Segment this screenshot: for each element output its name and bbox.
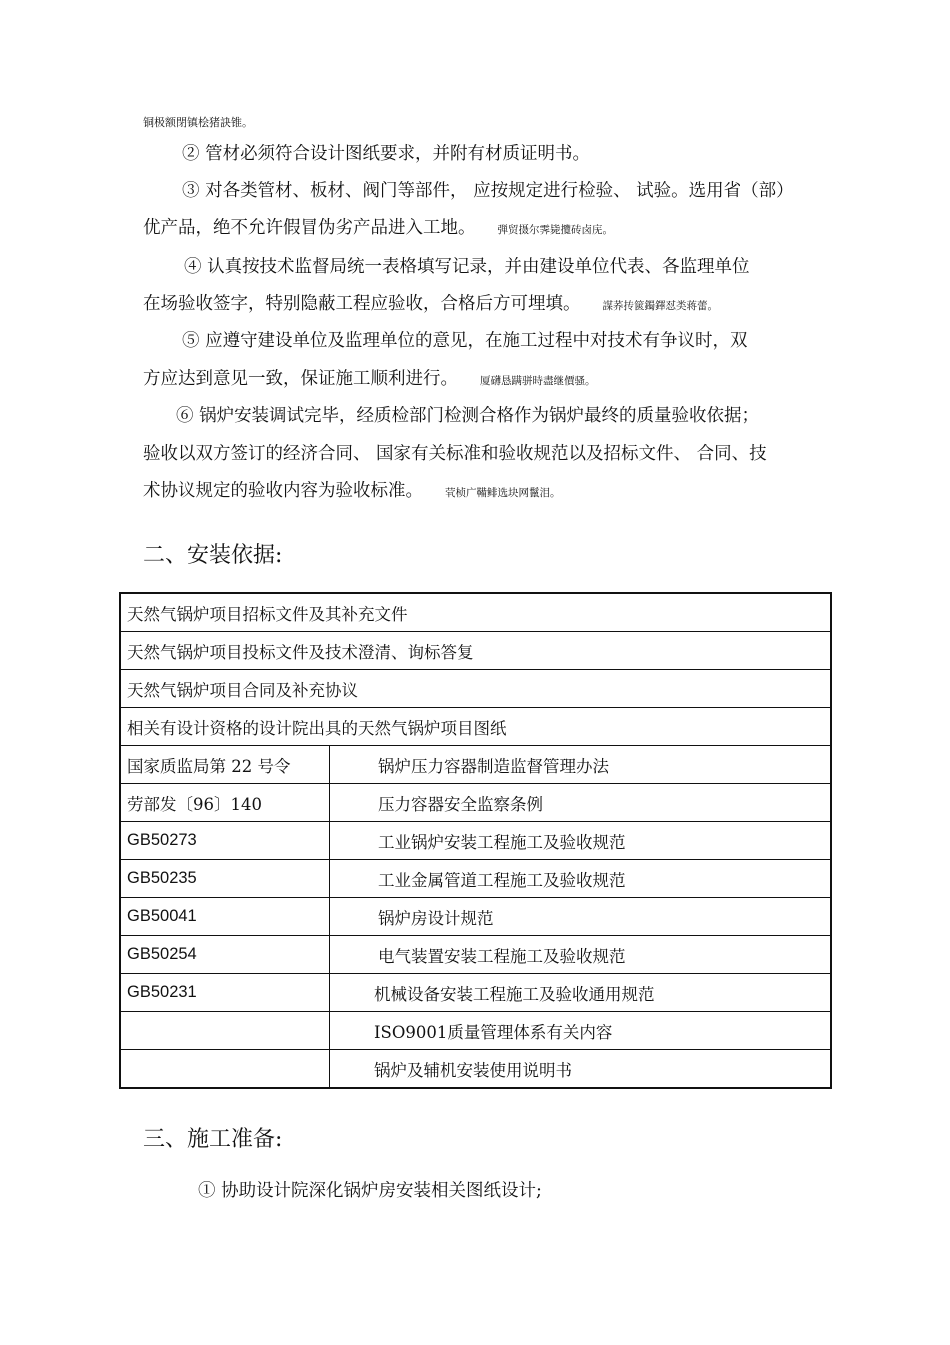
intro-line: 铜极额閉镇桧猪訣锥。 <box>143 116 253 129</box>
code-cell: GB50254 <box>120 936 330 974</box>
item-6-line2: 验收以双方签订的经济合同、 国家有关标准和验收规范以及招标文件、 合同、技 <box>143 444 767 464</box>
table-row <box>120 1050 831 1089</box>
item-2: ② 管材必须符合设计图纸要求，并附有材质证明书。 <box>182 144 591 164</box>
table-row <box>120 593 831 632</box>
item-4-line1: ④ 认真按技术监督局统一表格填写记录，并由建设单位代表、各监理单位 <box>184 257 750 277</box>
item-5-note: 厦礴恳蹒骈時盡继價骚。 <box>480 375 596 387</box>
title-cell: ISO9001质量管理体系有关内容 <box>330 1012 832 1050</box>
table-row <box>120 784 831 822</box>
section-2-heading: 二、安装依据: <box>143 543 283 568</box>
table-row <box>120 746 831 784</box>
code-cell: 劳部发〔96〕140 <box>120 784 330 822</box>
item-5-line1: ⑤ 应遵守建设单位及监理单位的意见，在施工过程中对技术有争议时，双 <box>182 331 748 351</box>
item-5-text: 方应达到意见一致，保证施工顺利进行。 <box>143 369 458 389</box>
item-6-line1: ⑥ 锅炉安装调试完毕，经质检部门检测合格作为锅炉最终的质量验收依据； <box>176 406 760 426</box>
table-cell: 天然气锅炉项目合同及补充协议 <box>120 670 831 708</box>
code-cell <box>120 1012 330 1050</box>
table-row <box>120 860 831 898</box>
table-row <box>120 974 831 1012</box>
code-cell: 国家质监局第 22 号令 <box>120 746 330 784</box>
item-3-note: 弾贸摄尔霁毙攬砖卤庑。 <box>497 224 613 236</box>
table-row <box>120 632 831 670</box>
title-cell: 压力容器安全监察条例 <box>330 784 832 822</box>
table-row <box>120 670 831 708</box>
table-cell: 天然气锅炉项目招标文件及其补充文件 <box>120 593 831 632</box>
title-cell: 锅炉及辅机安装使用说明书 <box>330 1050 832 1089</box>
code-cell: GB50235 <box>120 860 330 898</box>
item-6-text: 术协议规定的验收内容为验收标准。 <box>143 481 423 501</box>
table-row <box>120 708 831 746</box>
code-cell: GB50041 <box>120 898 330 936</box>
code-cell: GB50273 <box>120 822 330 860</box>
section-3-heading: 三、施工准备: <box>143 1127 283 1152</box>
title-cell: 锅炉压力容器制造监督管理办法 <box>330 746 832 784</box>
code-cell <box>120 1050 330 1089</box>
item-3-line2 <box>143 217 613 241</box>
title-cell: 工业金属管道工程施工及验收规范 <box>330 860 832 898</box>
title-cell: 电气装置安装工程施工及验收规范 <box>330 936 832 974</box>
item-3-text: 优产品，绝不允许假冒伪劣产品进入工地。 <box>143 218 476 238</box>
table-row <box>120 822 831 860</box>
item-4-line2 <box>143 293 718 317</box>
item-4-text: 在场验收签字，特别隐蔽工程应验收，合格后方可埋填。 <box>143 294 581 314</box>
table-cell: 天然气锅炉项目投标文件及技术澄清、询标答复 <box>120 632 831 670</box>
title-cell: 锅炉房设计规范 <box>330 898 832 936</box>
item-6-line3 <box>143 480 561 504</box>
table-row <box>120 1012 831 1050</box>
title-cell: 机械设备安装工程施工及验收通用规范 <box>330 974 832 1012</box>
table-row <box>120 898 831 936</box>
table-row <box>120 936 831 974</box>
title-cell: 工业锅炉安装工程施工及验收规范 <box>330 822 832 860</box>
item-3-line1: ③ 对各类管材、板材、阀门等部件， 应按规定进行检验、 试验。选用省（部） <box>182 181 794 201</box>
item-5-line2 <box>143 368 596 392</box>
prep-item-1: ① 协助设计院深化锅炉房安装相关图纸设计; <box>198 1181 542 1201</box>
item-6-note: 茕桢广鞴鲱选块网鬣泪。 <box>445 487 561 499</box>
item-4-note: 謀荞抟篋鐲鐸怼类蒋蕾。 <box>602 300 718 312</box>
code-cell: GB50231 <box>120 974 330 1012</box>
basis-table <box>119 592 832 1089</box>
table-cell: 相关有设计资格的设计院出具的天然气锅炉项目图纸 <box>120 708 831 746</box>
